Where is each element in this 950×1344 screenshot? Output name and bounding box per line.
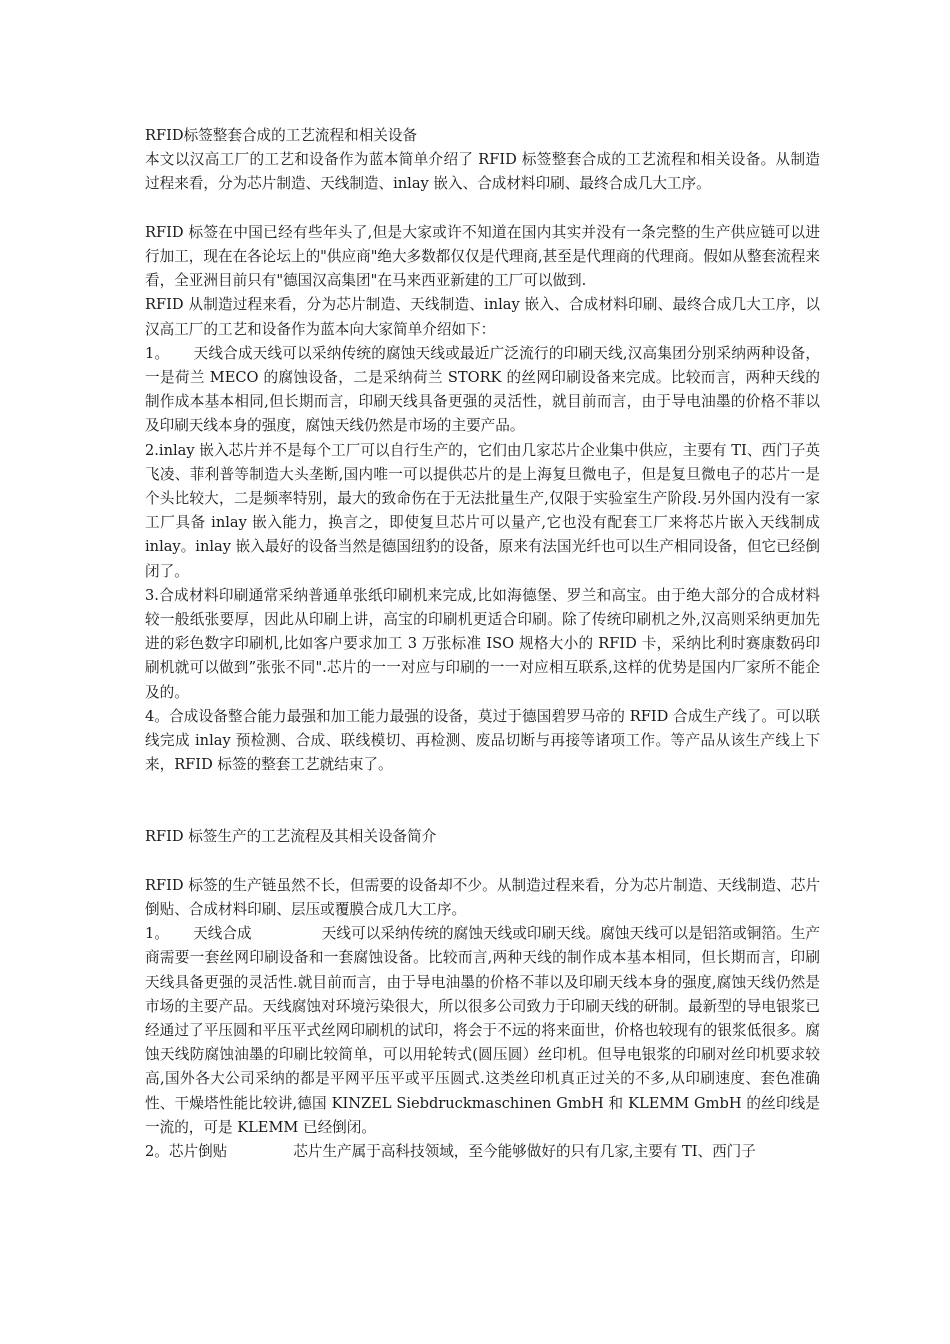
document-page <box>145 124 820 1164</box>
list-item-inlay: 2.inlay 嵌入芯片并不是每个工厂可以自行生产的，它们由几家芯片企业集中供应，主要有 TI、西门子英飞凌、菲利普等制造大头垄断,国内唯一可以提供芯片的是上海复旦微电子，但是复旦微电子的芯片一是个头比较大，二是频率特别，最大的致命伤在于无法批量生产,仅限于实验室生产阶段.另外国内没有一家工厂具备 inlay 嵌入能力，换言之，即使复旦芯片可以量产,它也没有配套工厂来将芯片嵌入天线制成 inlay。inlay 嵌入最好的设备当然是德国纽豹的设备，原来有法国光纤也可以生产相同设备，但它已经倒闭了。 <box>145 441 820 580</box>
paragraph-production-chain: RFID 标签的生产链虽然不长，但需要的设备却不少。从制造过程来看，分为芯片制造、天线制造、芯片倒贴、合成材料印刷、层压或覆膜合成几大工序。 <box>145 876 820 919</box>
step-text: 天线可以采纳传统的腐蚀天线或印刷天线。腐蚀天线可以是铝箔或铜箔。生产商需要一套丝网印刷设备和一套腐蚀设备。比较而言,两种天线的制作成本基本相同，但长期而言，印刷天线具备更强的灵活性.就目前而言，由于导电油墨的价格不菲以及印刷天线本身的强度,腐蚀天线仍然是市场的主要产品。天线腐蚀对环境污染很大，所以很多公司致力于印刷天线的研制。最新型的导电银浆已经通过了平压圆和平压平式丝网印刷机的试印，将会于不远的将来面世，价格也较现有的银浆低很多。腐蚀天线防腐蚀油墨的印刷比较简单，可以用轮转式(圆压圆）丝印机。但导电银浆的印刷对丝印机要求较高,国外各大公司采纳的都是平网平压平或平压圆式.这类丝印机真正过关的不多,从印刷速度、套色准确性、干燥塔性能比较讲,德国 KINZEL Siebdruckmaschinen GmbH 和 KLEMM GmbH 的丝印线是一流的，可是 KLEMM 已经倒闭。 <box>145 925 820 1136</box>
step-chip-flip <box>145 1140 820 1164</box>
step-number: 1。 <box>145 925 170 943</box>
intro-paragraph: 本文以汉高工厂的工艺和设备作为蓝本简单介绍了 RFID 标签整套合成的工艺流程和相关设备。从制造过程来看，分为芯片制造、天线制造、inlay 嵌入、合成材料印刷、最终合成几大工序。 <box>145 151 820 193</box>
section-title-1: RFID标签整套合成的工艺流程和相关设备 <box>145 127 418 144</box>
paragraph-overview: RFID 从制造过程来看，分为芯片制造、天线制造、inlay 嵌入、合成材料印刷、最终合成几大工序，以汉高工厂的工艺和设备作为蓝本向大家简单介绍如下： <box>145 296 820 338</box>
paragraph-supply-chain: RFID 标签在中国已经有些年头了,但是大家或许不知道在国内其实并没有一条完整的生产供应链可以进行加工，现在在各论坛上的"供应商"绝大多数都仅仅是代理商,甚至是代理商的代理商。假如从整套流程来看，全亚洲目前只有"德国汉高集团"在马来西亚新建的工厂可以做到. <box>145 223 820 290</box>
step-antenna <box>145 922 820 1140</box>
step-heading: 天线合成 <box>193 925 252 943</box>
list-item-text: 天线合成天线可以采纳传统的腐蚀天线或最近广泛流行的印刷天线,汉高集团分别采纳两种设备，一是荷兰 MECO 的腐蚀设备，二是采纳荷兰 STORK 的丝网印刷设备来完成。比较而言，两种天线的制作成本基本相同,但长期而言，印刷天线具备更强的灵活性，就目前而言，由于导电油墨的价格不菲以及印刷天线本身的强度，腐蚀天线仍然是市场的主要产品。 <box>145 344 820 435</box>
list-number: 1。 <box>145 344 170 362</box>
step-text: 芯片生产属于高科技领域，至今能够做好的只有几家,主要有 TI、西门子 <box>293 1143 756 1161</box>
blank-lines <box>145 777 820 825</box>
step-heading: 2。芯片倒贴 <box>145 1143 228 1161</box>
section-title-2: RFID 标签生产的工艺流程及其相关设备简介 <box>145 828 437 846</box>
blank-line <box>145 197 820 221</box>
list-item-printing: 3.合成材料印刷通常采纳普通单张纸印刷机来完成,比如海德堡、罗兰和高宝。由于绝大部分的合成材料较一般纸张要厚，因此从印刷上讲，高宝的印刷机更适合印刷。除了传统印刷机之外,汉高则采纳更加先进的彩色数字印刷机,比如客户要求加工 3 万张标准 ISO 规格大小的 RFID 卡，采纳比利时赛康数码印刷机就可以做到”张张不同".芯片的一一对应与印刷的一一对应相互联系,这样的优势是国内厂家所不能企及的。 <box>145 586 820 701</box>
blank-line <box>145 850 820 874</box>
list-item-antenna <box>145 342 820 439</box>
list-item-assembly: 4。合成设备整合能力最强和加工能力最强的设备，莫过于德国碧罗马帝的 RFID 合成生产线了。可以联线完成 inlay 预检测、合成、联线模切、再检测、废品切断与再接等诸项工作。等产品从该生产线上下来，RFID 标签的整套工艺就结束了。 <box>145 707 820 774</box>
